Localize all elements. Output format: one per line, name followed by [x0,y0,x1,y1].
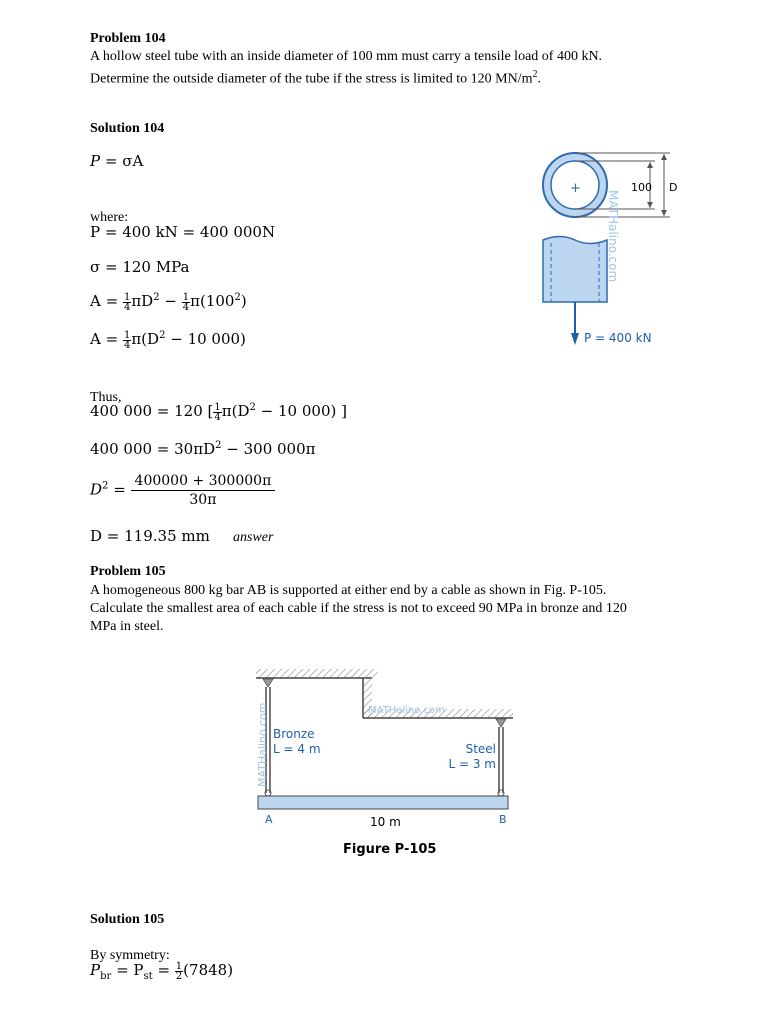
equation-p-value: P = 400 kN = 400 000N [90,223,276,241]
equation-symmetry: $P_{br} = P_{st}$ = $\frac{1}{2}$ (7848) [90,960,234,982]
answer-label: answer [233,530,274,545]
equation-area-2: A = $\frac{1}{4}$ $\pi(D^2 - 10$ 000) [90,329,246,351]
equation-thus-1: 400 000 = 120 [ $\frac{1}{4}$ $\pi(D^2 - 10$ 000) ] [90,401,347,423]
equation-thus-2: 400 $000 = 30\pi D^2 - 300$ 000π [90,440,316,458]
problem-105-line-1: A homogeneous 800 kg bar AB is supported at either end by a cable as shown in Fig. P-105. [90,583,607,598]
dimension-d-label: D [669,181,678,194]
problem-104-title: Problem 104 [90,31,166,46]
solution-105-title: Solution 105 [90,912,165,927]
tube-center-mark: + [570,181,581,196]
problem-105-line-2: Calculate the smallest area of each cable if the stress is not to exceed 90 MPa in bronze and 120 [90,601,627,616]
problem-104-line-2: Determine the outside diameter of the tube if the stress is limited to 120 $MN/m^2$. [90,69,541,87]
point-a-label: A [265,813,273,826]
bronze-label: Bronze L = 4 m [273,727,321,756]
figure-caption: Figure P-105 [343,842,437,857]
solution-104-title: Solution 104 [90,121,165,136]
where-label: where: [90,210,129,225]
bar-watermark-horizontal: MATHalino.com [368,705,445,716]
equation-p-sigma-a: P = σA [90,152,144,170]
thus-label: Thus, [90,390,122,405]
dimension-100-label: 100 [631,181,652,194]
equation-area-1: A = $\frac{1}{4}$ $\pi D^2$ − $\frac{1}{4}$ $\pi(100^2)$ [90,291,247,313]
point-b-label: B [499,813,507,826]
problem-105-title: Problem 105 [90,564,166,579]
load-arrow-icon [571,333,579,345]
equation-d-squared: $D^2$ = $\frac{400000 + 300000\pi}{30\pi}$ [90,472,275,509]
span-label: 10 m [370,815,401,829]
problem-104-line-1: A hollow steel tube with an inside diameter of 100 mm must carry a tensile load of 400 kN. [90,49,603,64]
left-ceiling-hatch [256,669,378,678]
tube-watermark: MATHalino.com [606,190,620,283]
bar-watermark-vertical: MATHalino.com [256,702,269,787]
tube-body [543,237,607,303]
steel-label: Steel L = 3 m [448,742,496,771]
problem-105-line-3: MPa in steel. [90,619,164,634]
bar-ab [258,796,508,809]
by-symmetry-label: By symmetry: [90,948,170,963]
equation-d-result: D = 119.35 mm [90,527,210,545]
load-label: P = 400 kN [584,331,652,345]
equation-sigma-value: σ = 120 MPa [90,258,190,276]
